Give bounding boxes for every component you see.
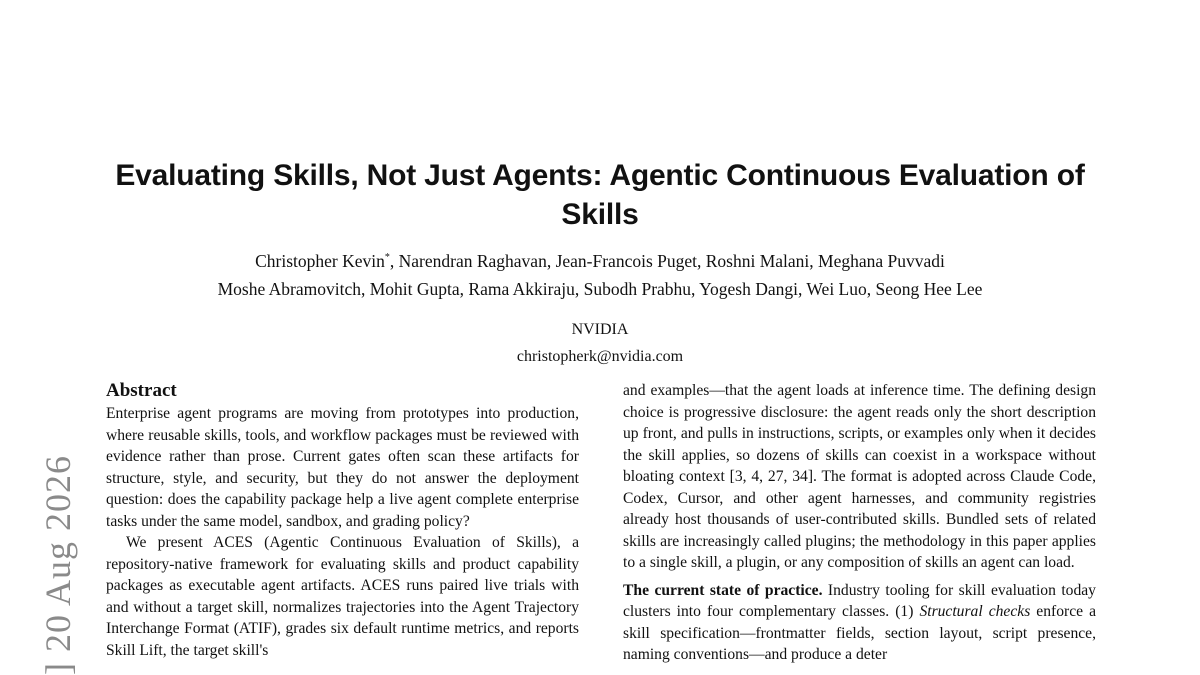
paper-title: Evaluating Skills, Not Just Agents: Agentic Continuous Evaluation of Skills [115,159,1085,231]
arxiv-margin-stamp: ] 20 Aug 2026 [38,455,78,675]
state-of-practice-heading: The current state of practice. [623,581,823,599]
author-list [100,247,1100,303]
right-column [623,380,1096,666]
intro-paragraph-continued: and examples—that the agent loads at inference time. The defining design choice is progressive disclosure: the agent reads only the short description up front, and pulls in instructions, scripts, or examples only when it decides the skill applies, so dozens of skills can coexist in a workspace without bloating context [3, 4, 27, 34]. The format is adopted across Claude Code, Codex, Cursor, and other agent harnesses, and community registries already host thousands of user-contributed skills. Bundled sets of related skills are increasingly called plugins; the methodology in this paper applies to a single skill, a plugin, or any composition of skills an agent can load. [623,382,1096,571]
corresponding-author-mark: * [384,252,390,264]
author-line-1 [100,247,1100,275]
author-line-2: Moshe Abramovitch, Mohit Gupta, Rama Akkiraju, Subodh Prabhu, Yogesh Dangi, Wei Luo, Seong Hee Lee [217,279,983,299]
abstract-paragraph-1: Enterprise agent programs are moving from prototypes into production, where reusable skills, tools, and workflow packages must be reviewed with evidence rather than prose. Current gates often scan these artifacts for structure, style, and security, but they do not answer the deployment question: does the capability package help a live agent complete enterprise tasks under the same model, sandbox, and grading policy? [106,405,579,530]
author-email: christopherk@nvidia.com [516,348,684,365]
state-of-practice-text-1: Industry tooling for skill evaluation today clusters into four complementary classes. (1) [623,581,1096,620]
structural-checks-term: Structural checks [919,603,1031,620]
state-of-practice-text-2: enforce a skill specification—frontmatter fields, section layout, script presence, naming conventions—and produce a deter [623,603,1096,663]
left-column [106,378,579,661]
first-author: Christopher Kevin [255,251,385,271]
affiliation: NVIDIA [571,321,629,338]
affiliation-block [300,316,900,370]
abstract-paragraph-2: We present ACES (Agentic Continuous Evaluation of Skills), a repository-native framework for evaluating skills and product capability packages as executable agent artifacts. ACES runs paired live trials with and without a target skill, normalizes trajectories into the Agent Trajectory Interchange Format (ATIF), grades six default runtime metrics, and reports Skill Lift, the target skill's [106,534,579,659]
author-line-1-rest: , Narendran Raghavan, Jean-Francois Puget, Roshni Malani, Meghana Puvvadi [389,251,945,271]
abstract-heading: Abstract [106,380,177,401]
state-of-practice-paragraph [623,580,1096,666]
